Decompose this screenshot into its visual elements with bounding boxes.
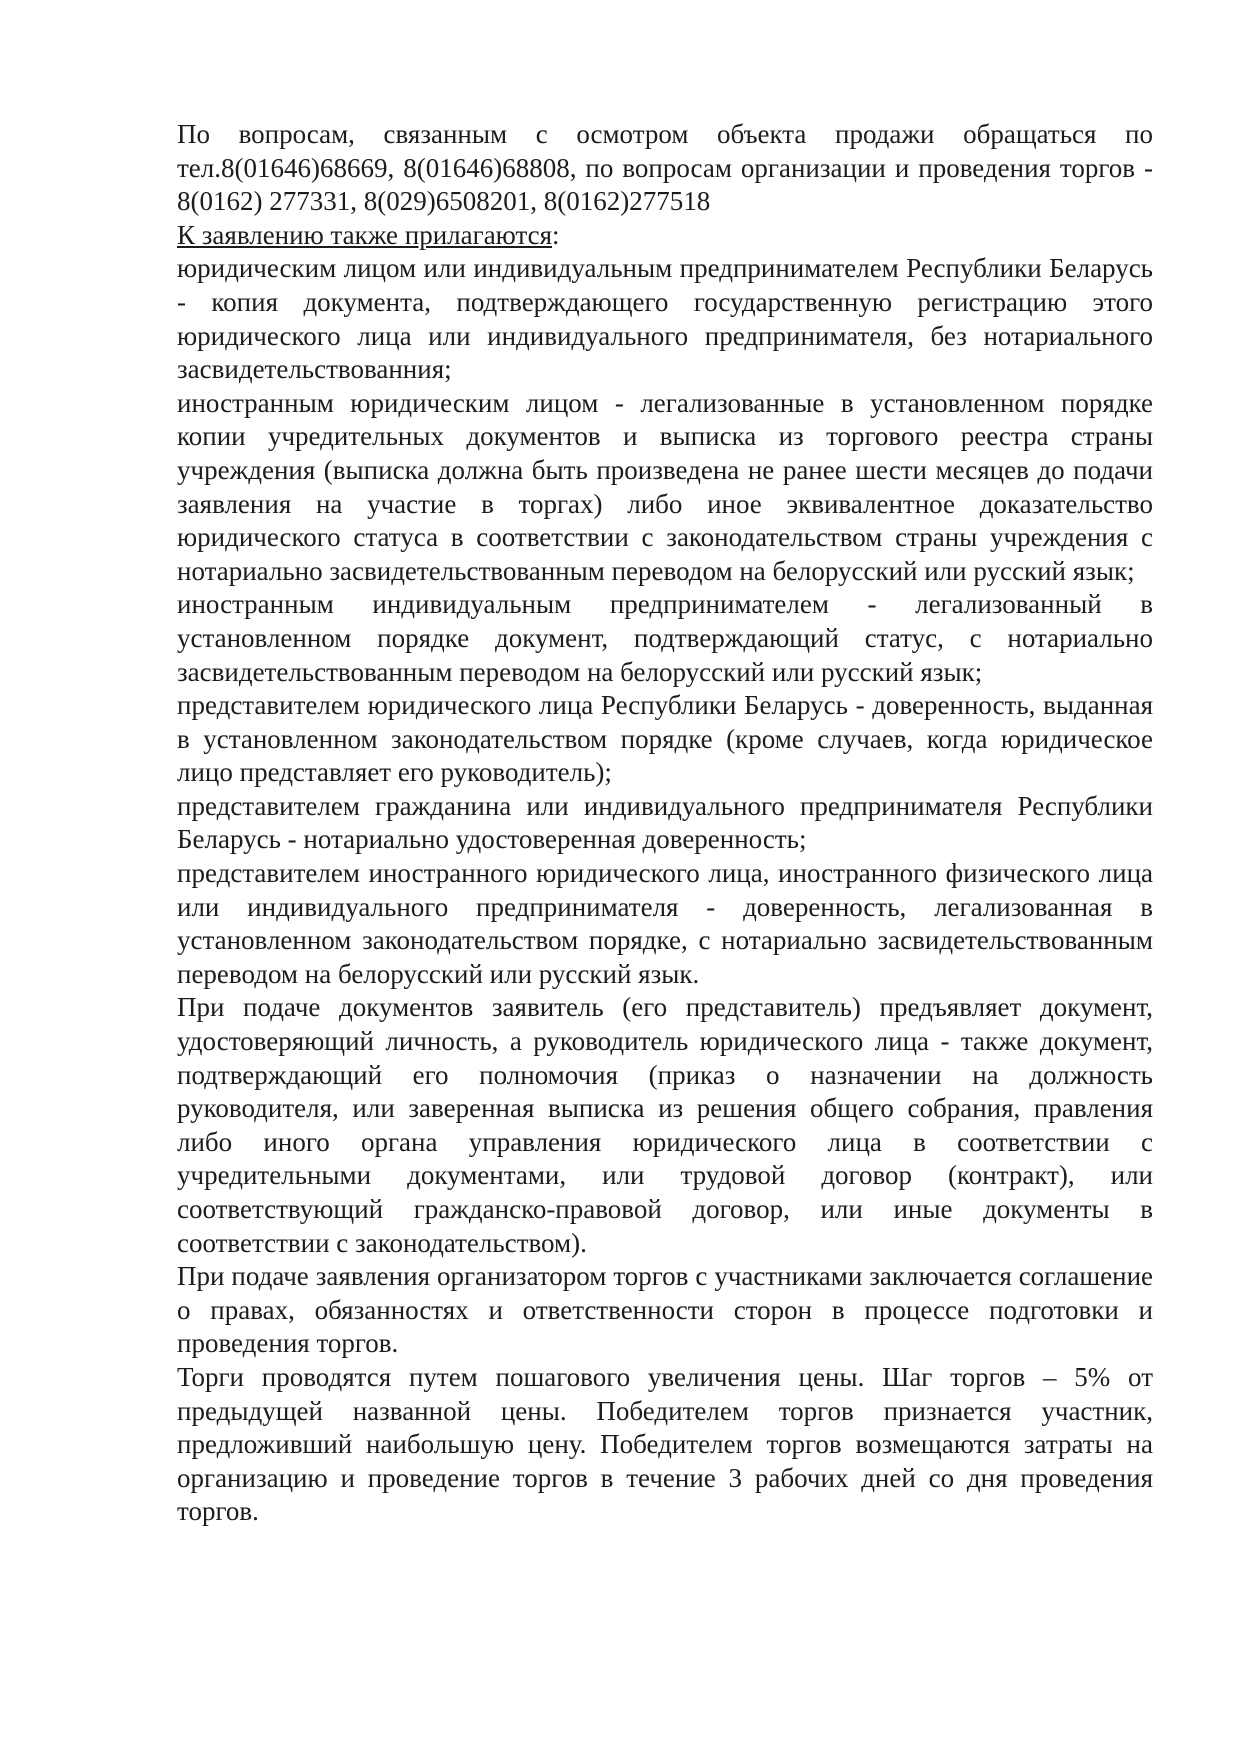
contacts-paragraph: По вопросам, связанным с осмотром объекта продажи обращаться по тел.8(01646)68669, 8(01646)68808, по вопросам организации и проведения торгов - 8(0162) 277331, 8(029)6508201, 8(0162)277518 (177, 119, 1153, 217)
attachments-heading-colon: : (552, 219, 560, 250)
attachments-heading-line (177, 219, 1153, 253)
document-page (177, 118, 1153, 1529)
attachment-item-foreign-representative: представителем иностранного юридического лица, иностранного физического лица или индивидуального предпринимателя - доверенность, легализованная в установленном законодательством порядке, с нотариально засвидетельствованным переводом на белорусский или русский язык. (177, 858, 1153, 989)
attachment-item-legal-entity-representative: представителем юридического лица Республики Беларусь - доверенность, выданная в установленном законодательством порядке (кроме случаев, когда юридическое лицо представляет его руководитель); (177, 690, 1153, 788)
attachment-item-citizen-representative: представителем гражданина или индивидуального предпринимателя Республики Беларусь - нотариально удостоверенная доверенность; (177, 790, 1153, 855)
attachments-heading: К заявлению также прилагаются (177, 219, 553, 250)
attachment-item-foreign-entrepreneur: иностранным индивидуальным предпринимателем - легализованный в установленном порядке документ, подтверждающий статус, с нотариально засвидетельствованным переводом на белорусский или русский язык; (177, 589, 1153, 687)
auction-rules-paragraph: Торги проводятся путем пошагового увеличения цены. Шаг торгов – 5% от предыдущей названной цены. Победителем торгов признается участник, предложивший наибольшую цену. Победителем торгов возмещаются затраты на организацию и проведение торгов в течение 3 рабочих дней со дня проведения торгов. (177, 1361, 1153, 1527)
documents-on-submission-paragraph: При подаче документов заявитель (его представитель) предъявляет документ, удостоверяющий личность, а руководитель юридического лица - также документ, подтверждающий его полномочия (приказ о назначении на должность руководителя, или заверенная выписка из решения общего собрания, правления либо иного органа управления юридического лица в соответствии с учредительными документами, или трудовой договор (контракт), или соответствующий гражданско-правовой договор, или иные документы в соответствии с законодательством). (177, 992, 1153, 1258)
attachment-item-foreign-legal-entity: иностранным юридическим лицом - легализованные в установленном порядке копии учредительных документов и выписка из торгового реестра страны учреждения (выписка должна быть произведена не ранее шести месяцев до подачи заявления на участие в торгах) либо иное эквивалентное доказательство юридического статуса в соответствии с законодательством страны учреждения с нотариально засвидетельствованным переводом на белорусский или русский язык; (177, 387, 1153, 586)
agreement-paragraph: При подаче заявления организатором торгов с участниками заключается соглашение о правах, обязанностях и ответственности сторон в процессе подготовки и проведения торгов. (177, 1261, 1153, 1359)
attachment-item-legal-entity: юридическим лицом или индивидуальным предпринимателем Республики Беларусь - копия документа, подтверждающего государственную регистрацию этого юридического лица или индивидуального предпринимателя, без нотариального засвидетельствованния; (177, 253, 1153, 385)
